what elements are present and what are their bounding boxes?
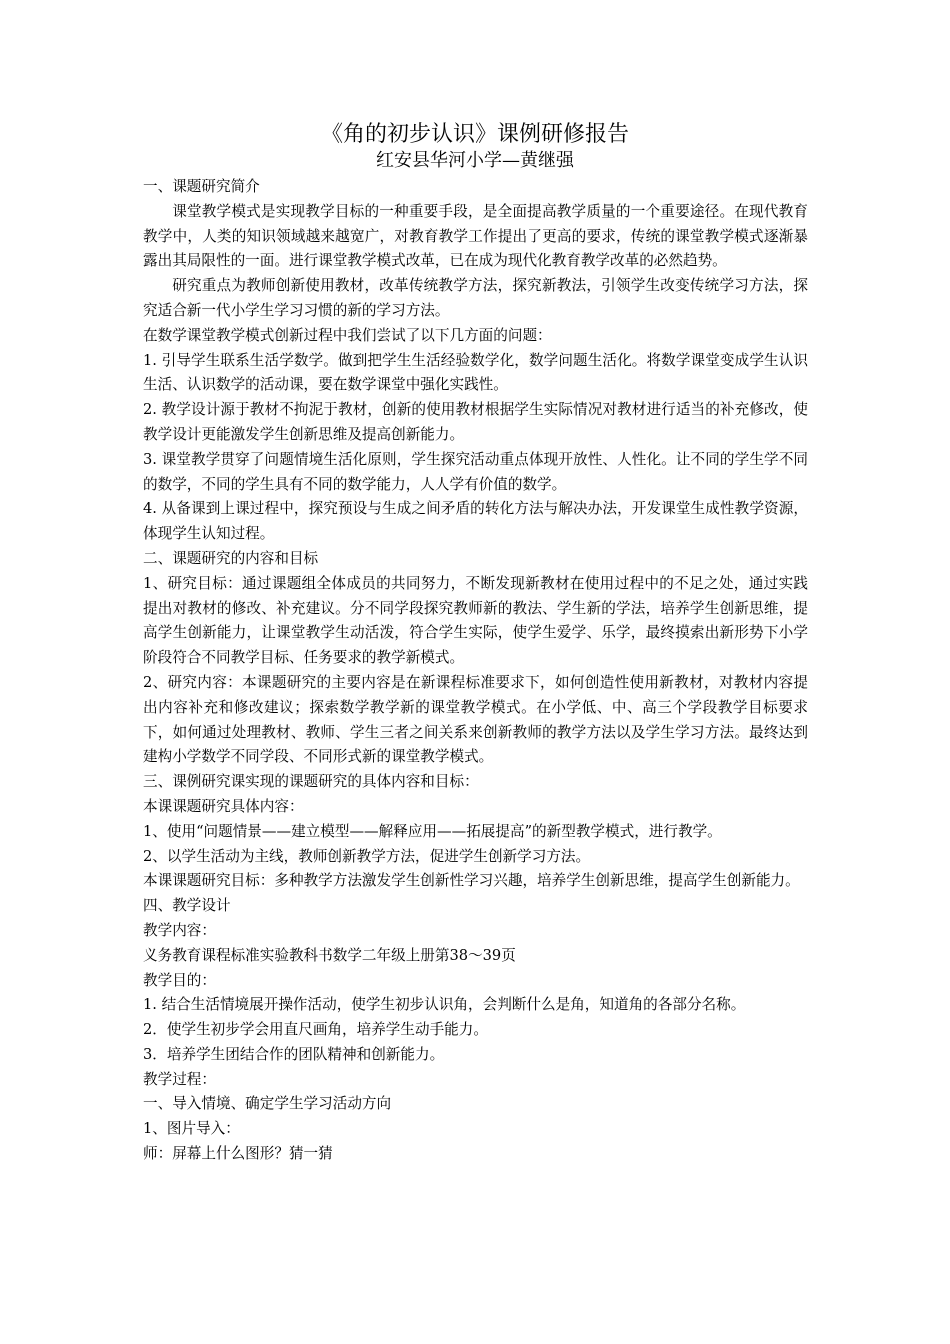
paragraph: 一、导入情境、确定学生学习活动方向: [143, 1095, 392, 1113]
paragraph: 四、教学设计: [143, 897, 231, 915]
paragraph: 研究重点为教师创新使用教材，改革传统教学方法，探究新教法，引领学生改变传统学习方法，探究适合新一代小学生学习习惯的新的学习方法。: [143, 277, 808, 319]
paragraph: 1. 结合生活情境展开操作活动，使学生初步认识角，会判断什么是角，知道角的各部分名称。: [143, 996, 746, 1014]
paragraph: 教学内容：: [143, 921, 216, 939]
paragraph: 义务教育课程标准实验教科书数学二年级上册第38～39页: [143, 946, 516, 964]
paragraph: 1、图片导入：: [143, 1120, 240, 1138]
paragraph: 师：屏幕上什么图形？猜一猜: [143, 1145, 333, 1163]
paragraph: 一、课题研究简介: [143, 178, 260, 195]
paragraph: 1. 引导学生联系生活学数学。做到把学生生活经验数学化，数学问题生活化。将数学课堂变成学生认识生活、认识数学的活动课，要在数学课堂中强化实践性。: [143, 351, 808, 394]
paragraph: 2. 教学设计源于教材不拘泥于教材，创新的使用教材根据学生实际情况对教材进行适当的补充修改，使教学设计更能激发学生创新思维及提高创新能力。: [143, 401, 808, 443]
document-body: [143, 175, 808, 1167]
paragraph: 本课课题研究目标：多种教学方法激发学生创新性学习兴趣，培养学生创新思维，提高学生创新能力。: [143, 872, 800, 890]
paragraph: 课堂教学模式是实现教学目标的一种重要手段，是全面提高教学质量的一个重要途径。在现代教育教学中，人类的知识领域越来越宽广，对教育教学工作提出了更高的要求，传统的课堂教学模式逐渐暴露出其局限性的一面。进行课堂教学模式改革，已在成为现代化教育教学改革的必然趋势。: [143, 202, 808, 270]
paragraph: 3．培养学生团结合作的团队精神和创新能力。: [143, 1045, 445, 1063]
paragraph: 本课课题研究具体内容：: [143, 797, 304, 815]
paragraph: 2、以学生活动为主线，教师创新教学方法，促进学生创新学习方法。: [143, 847, 591, 865]
paragraph: 三、课例研究课实现的课题研究的具体内容和目标：: [143, 773, 479, 791]
paragraph: 2．使学生初步学会用直尺画角，培养学生动手能力。: [143, 1021, 488, 1039]
paragraph: 1、使用“问题情景——建立模型——解释应用——拓展提高”的新型教学模式，进行教学。: [143, 822, 722, 840]
paragraph: 2、研究内容：本课题研究的主要内容是在新课程标准要求下，如何创造性使用新教材，对教材内容提出内容补充和修改建议；探索数学教学新的课堂教学模式。在小学低、中、高三个学段教学目标要求下，如何通过处理教材、教师、学生三者之间关系来创新教师的教学方法以及学生学习方法。最终达到建构小学数学不同学段、不同形式新的课堂教学模式。: [143, 673, 808, 766]
document-subtitle: 红安县华河小学—黄继强: [376, 150, 574, 171]
paragraph: 3. 课堂教学贯穿了问题情境生活化原则，学生探究活动重点体现开放性、人性化。让不同的学生学不同的数学，不同的学生具有不同的数学能力，人人学有价值的数学。: [143, 450, 808, 493]
paragraph: 1、研究目标：通过课题组全体成员的共同努力，不断发现新教材在使用过程中的不足之处，通过实践提出对教材的修改、补充建议。分不同学段探究教师新的教法、学生新的学法，培养学生创新思维，提高学生创新能力，让课堂教学生动活泼，符合学生实际，使学生爱学、乐学，最终摸索出新形势下小学阶段符合不同教学目标、任务要求的教学新模式。: [143, 574, 808, 667]
paragraph: 教学目的：: [143, 971, 216, 989]
paragraph: 4. 从备课到上课过程中，探究预设与生成之间矛盾的转化方法与解决办法，开发课堂生成性教学资源，体现学生认知过程。: [143, 500, 808, 543]
paragraph: 在数学课堂教学模式创新过程中我们尝试了以下几方面的问题：: [143, 326, 552, 344]
document-title: 《角的初步认识》课例研修报告: [320, 122, 629, 147]
paragraph: 二、课题研究的内容和目标: [143, 549, 319, 567]
paragraph: 教学过程：: [143, 1070, 216, 1088]
